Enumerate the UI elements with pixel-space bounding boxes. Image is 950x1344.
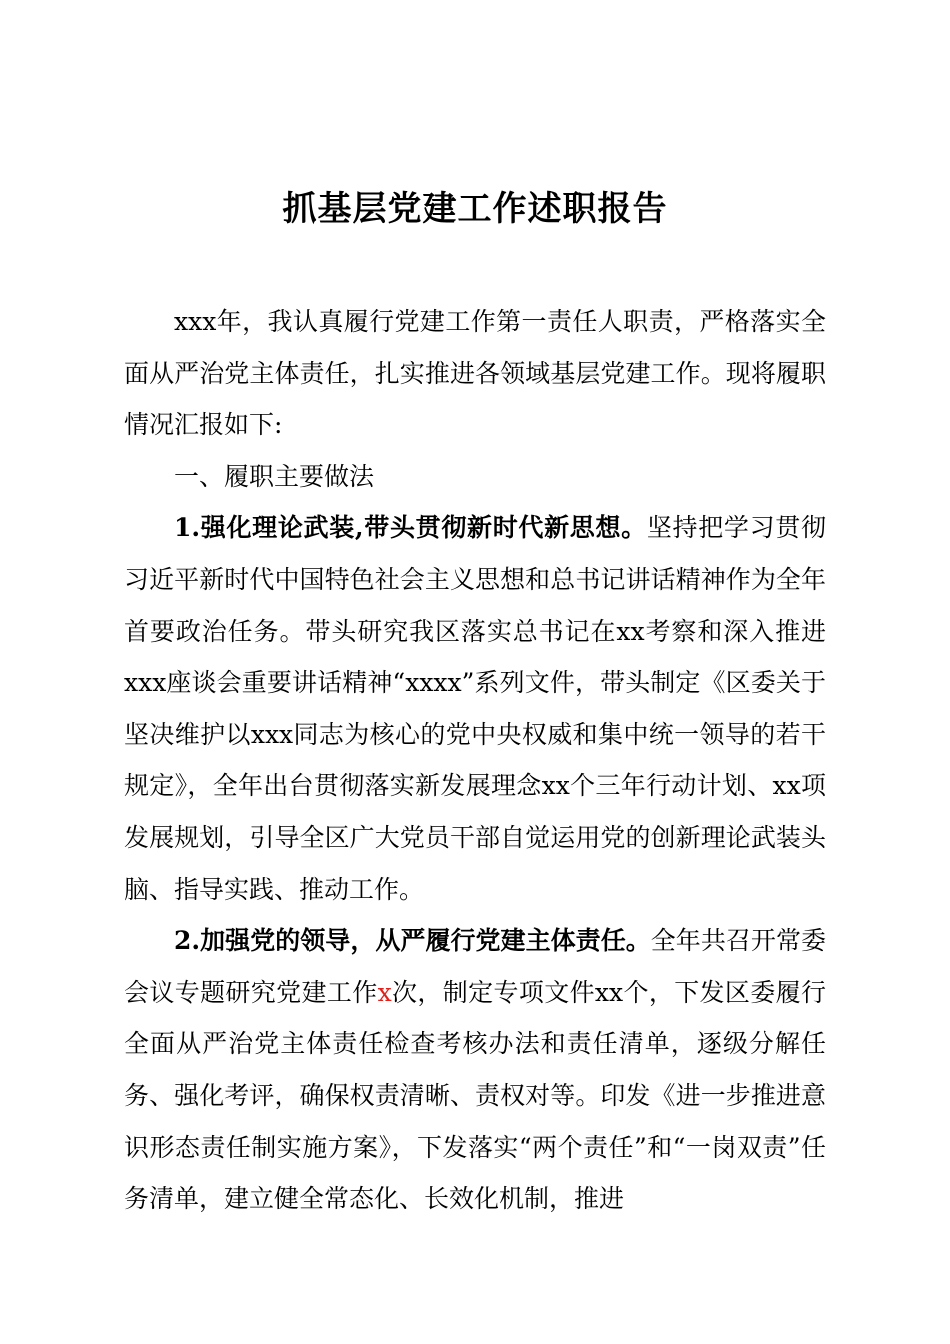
document-title: 抓基层党建工作述职报告 — [282, 189, 668, 229]
document-body — [124, 296, 826, 1225]
item-2-text-a: 全年共召开常委会议专题研究党建工作 — [124, 926, 826, 1007]
item-2-lead: 2.加强党的领导，从严履行党建主体责任。 — [174, 926, 651, 956]
item-2-highlight: x — [377, 977, 392, 1007]
intro-paragraph: xxx年，我认真履行党建工作第一责任人职责，严格落实全面从严治党主体责任，扎实推进各领域基层党建工作。现将履职情况汇报如下: — [124, 307, 826, 440]
item-1-text: 坚持把学习贯彻习近平新时代中国特色社会主义思想和总书记讲话精神作为全年首要政治任务。带头研究我区落实总书记在xx考察和深入推进xxx座谈会重要讲话精神“xxxx”系列文件，带头制定《区委关于坚决维护以xxx同志为核心的党中央权威和集中统一领导的若干规定》，全年出台贯彻落实新发展理念xx个三年行动计划、xx项发展规划，引导全区广大党员干部自觉运用党的创新理论武装头脑、指导实践、推动工作。 — [124, 513, 826, 904]
section-heading: 一、履职主要做法 — [174, 461, 375, 491]
item-1-lead: 1.强化理论武装,带头贯彻新时代新思想。 — [174, 513, 647, 543]
item-2-paragraph — [124, 915, 826, 1225]
item-1-paragraph — [124, 502, 826, 915]
item-2-text-b: 次，制定专项文件xx个，下发区委履行全面从严治党主体责任检查考核办法和责任清单，逐级分解任务、强化考评，确保权责清晰、责权对等。印发《进一步推进意识形态责任制实施方案》，下发落实“两个责任”和“一岗双责”任务清单，建立健全常态化、长效化机制，推进 — [124, 977, 826, 1214]
